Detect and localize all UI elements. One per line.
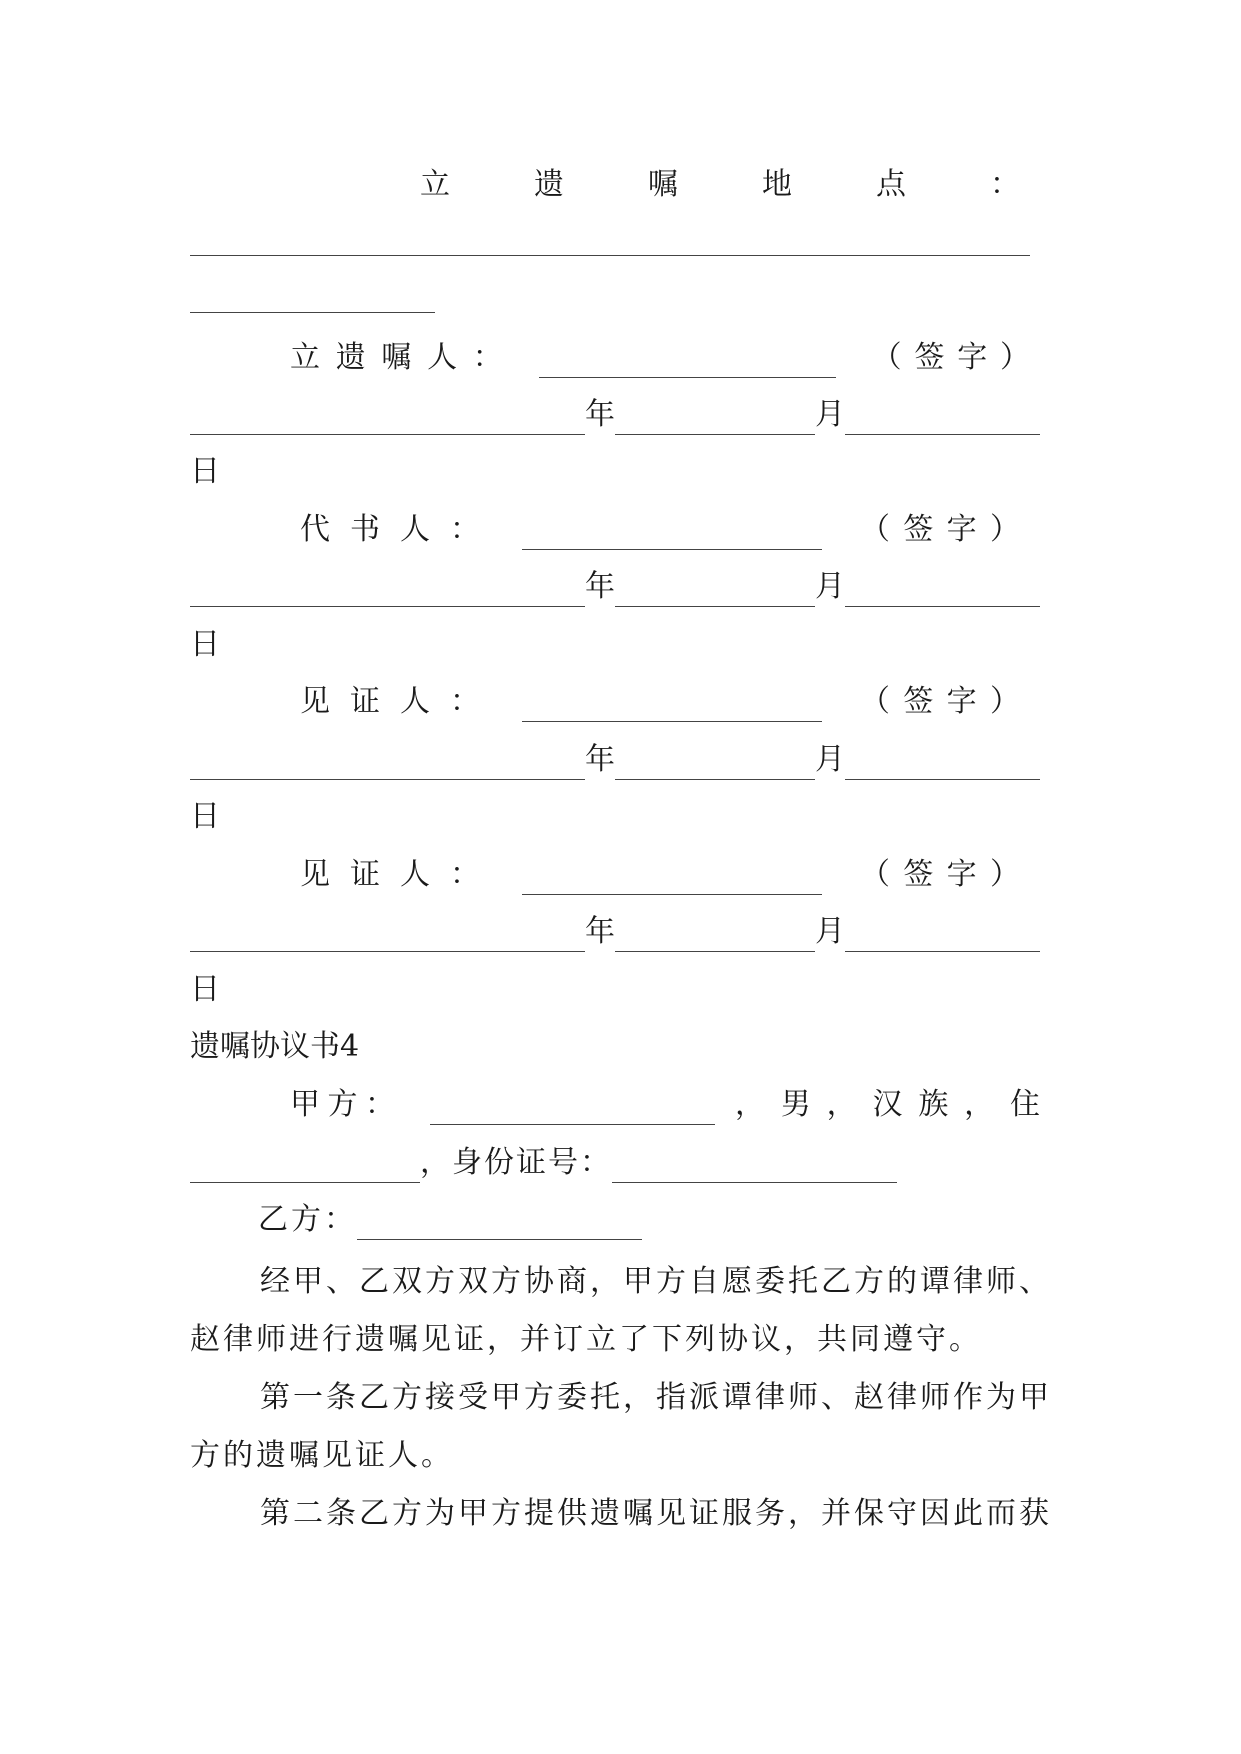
party-b-row: 乙方： [258,1200,658,1240]
witness-2-date-row: 年 月 [190,912,1040,952]
party-a-row: 甲 方 ： ， 男 ， 汉 族 ， 住 [290,1085,1040,1125]
day-field[interactable] [845,406,1040,435]
scribe-date-row: 年 月 [190,567,1040,607]
month-field[interactable] [615,406,815,435]
will-place-blank-line-2[interactable] [190,312,435,313]
party-b-name-field[interactable] [357,1211,642,1240]
paragraph-agreement: 经甲、乙双方双方协商，甲方自愿委托乙方的谭律师、赵律师进行遗嘱见证，并订立了下列协议，共同遵守。 [190,1264,1052,1357]
party-a-address-field[interactable] [190,1154,420,1183]
scribe-sign-row: 代 书 人 ： （ 签 字 ） [300,510,1020,550]
party-a-id-number-field[interactable] [612,1154,897,1183]
witness-1-sign-row: 见 证 人 ： （ 签 字 ） [300,682,1020,722]
day-label: 日 [190,799,220,834]
witness-2-signature-field[interactable] [522,866,822,895]
scribe-signature-field[interactable] [522,521,822,550]
witness-1-date-row: 年 月 [190,740,1040,780]
month-field[interactable] [615,578,815,607]
will-place-label: 立 遗 嘱 地 点 ： [420,167,1020,202]
party-a-id-row: ，身份证号： [190,1143,910,1183]
year-field[interactable] [190,751,585,780]
day-field[interactable] [845,751,1040,780]
year-field[interactable] [190,406,585,435]
will-place-blank-line[interactable] [190,255,1030,256]
witness-2-sign-row: 见 证 人 ： （ 签 字 ） [300,855,1020,895]
year-field[interactable] [190,923,585,952]
day-field[interactable] [845,578,1040,607]
month-field[interactable] [615,751,815,780]
testator-sign-row: 立 遗 嘱 人 ： （ 签 字 ） [290,338,1030,378]
testator-date-row: 年 月 [190,395,1040,435]
testator-signature-field[interactable] [539,349,836,378]
document-heading: 遗嘱协议书4 [190,1029,360,1064]
day-label: 日 [190,454,220,489]
witness-1-signature-field[interactable] [522,693,822,722]
month-field[interactable] [615,923,815,952]
party-a-name-field[interactable] [430,1096,715,1125]
paragraph-article-2: 第二条乙方为甲方提供遗嘱见证服务，并保守因此而获 [260,1496,1052,1531]
day-label: 日 [190,972,220,1007]
day-label: 日 [190,627,220,662]
year-field[interactable] [190,578,585,607]
day-field[interactable] [845,923,1040,952]
paragraph-article-1: 第一条乙方接受甲方委托，指派谭律师、赵律师作为甲方的遗嘱见证人。 [190,1380,1052,1473]
